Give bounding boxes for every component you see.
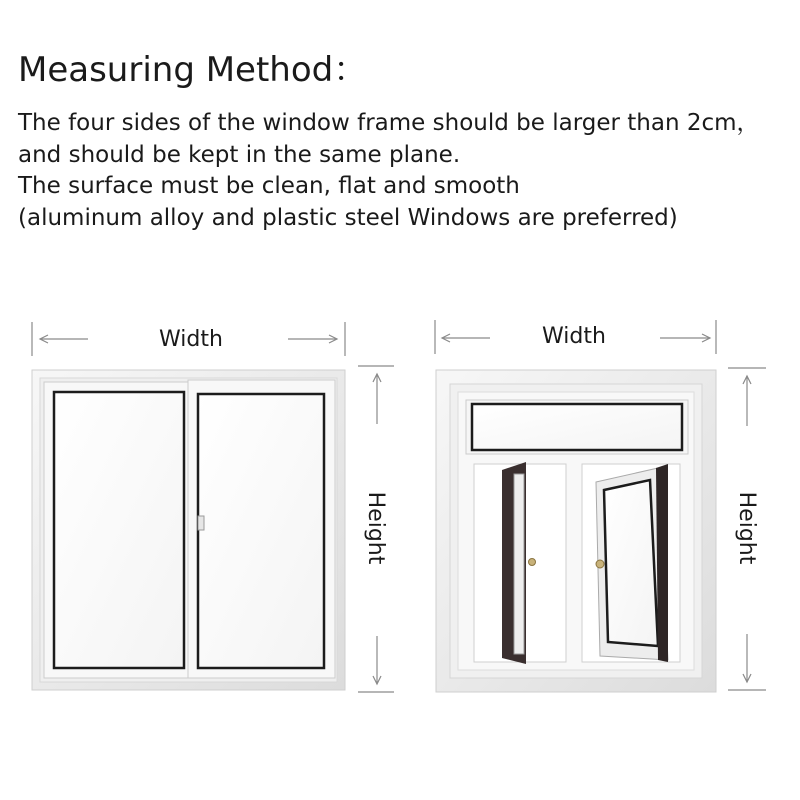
description-line: (aluminum alloy and plastic steel Windows are preferred): [18, 204, 678, 231]
sliding-window: [32, 370, 345, 690]
height-label: Height: [363, 491, 388, 565]
casement-window-figure: [435, 320, 766, 692]
height-label: Height: [734, 491, 759, 565]
description-line: The four sides of the window frame should be larger than 2cm，: [18, 110, 760, 136]
width-label: Width: [159, 327, 223, 352]
page-title: Measuring Method：: [18, 50, 368, 90]
sliding-window-figure: [32, 322, 394, 692]
width-label: Width: [542, 324, 606, 349]
casement-window: [436, 370, 716, 692]
description-line: and should be kept in the same plane.: [18, 141, 461, 168]
description-line: The surface must be clean, flat and smooth: [18, 173, 520, 199]
